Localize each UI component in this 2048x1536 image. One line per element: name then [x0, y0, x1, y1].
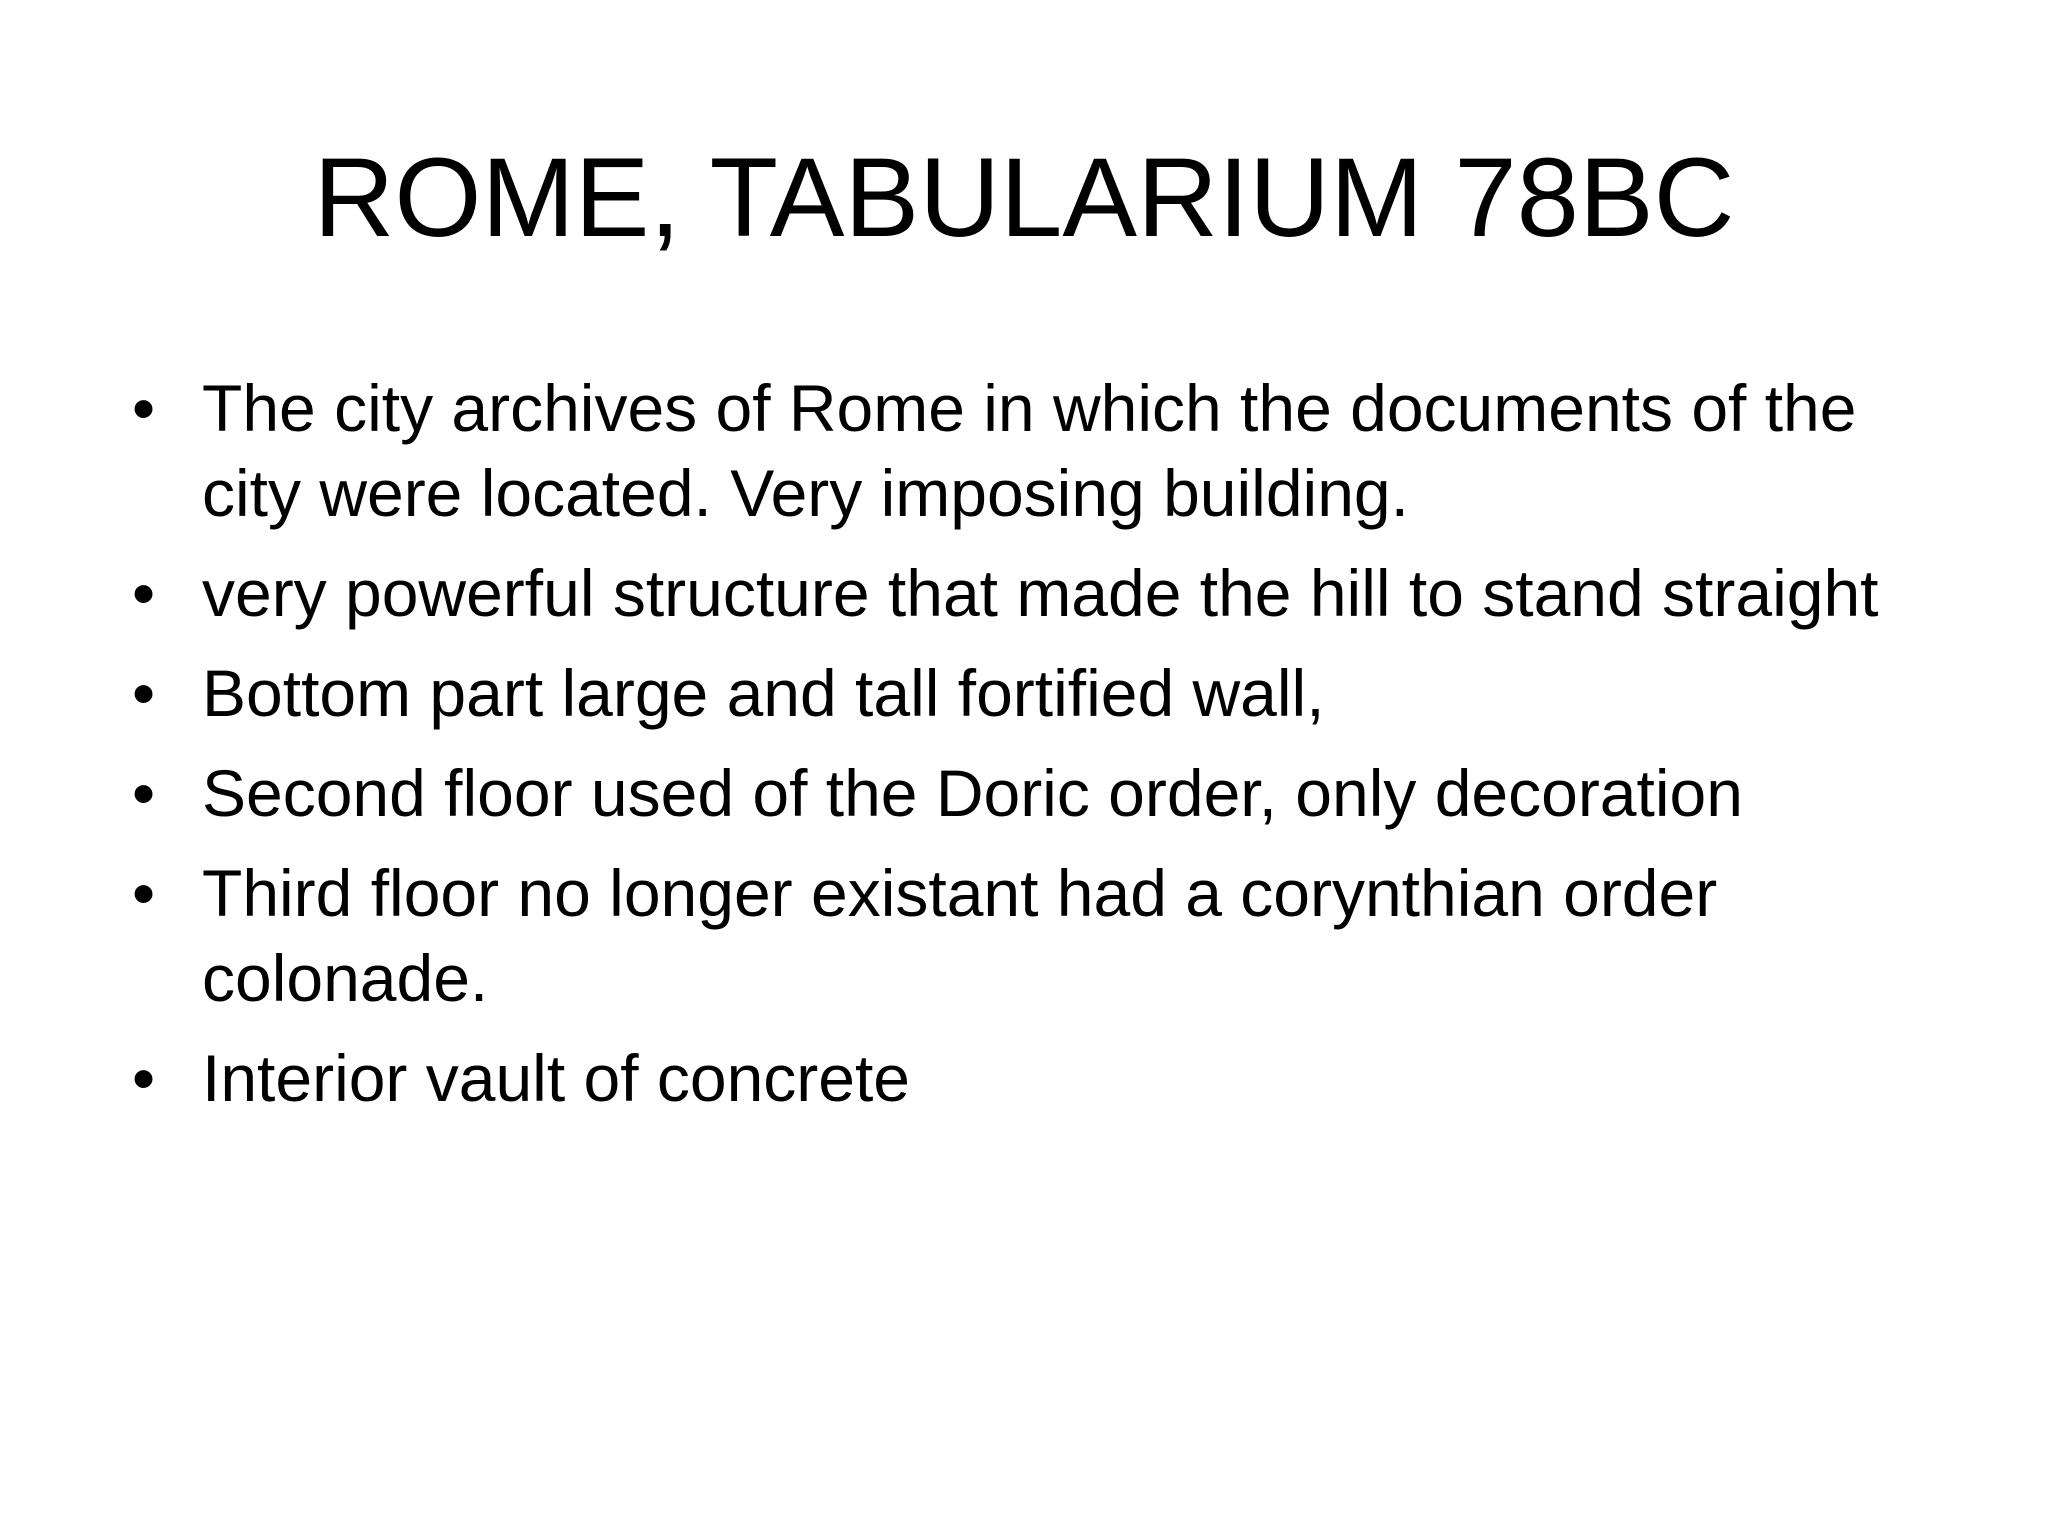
bullet-text: very powerful structure that made the hill to stand straight [202, 556, 1879, 630]
bullet-item [132, 551, 1932, 636]
bullet-item [132, 1036, 1932, 1121]
bullet-item [132, 851, 1932, 1021]
bullet-text: The city archives of Rome in which the documents of the city were located. Very imposing building. [202, 371, 1857, 530]
bullet-text: Bottom part large and tall fortified wall, [202, 656, 1325, 730]
slide-title: ROME, TABULARIUM 78BC [313, 135, 1735, 260]
bullet-marker: • [132, 1041, 156, 1115]
bullet-marker: • [132, 656, 156, 730]
bullet-text: Interior vault of concrete [202, 1041, 911, 1115]
bullet-item [132, 651, 1932, 736]
bullet-marker: • [132, 856, 156, 930]
bullet-marker: • [132, 556, 156, 630]
bullet-marker: • [132, 371, 156, 445]
bullet-text: Second floor used of the Doric order, only decoration [202, 756, 1743, 830]
bullet-item [132, 366, 1932, 536]
bullet-item [132, 751, 1932, 836]
bullet-text: Third floor no longer existant had a corynthian order colonade. [202, 856, 1718, 1015]
bullet-marker: • [132, 756, 156, 830]
bullet-list [132, 366, 1932, 1136]
